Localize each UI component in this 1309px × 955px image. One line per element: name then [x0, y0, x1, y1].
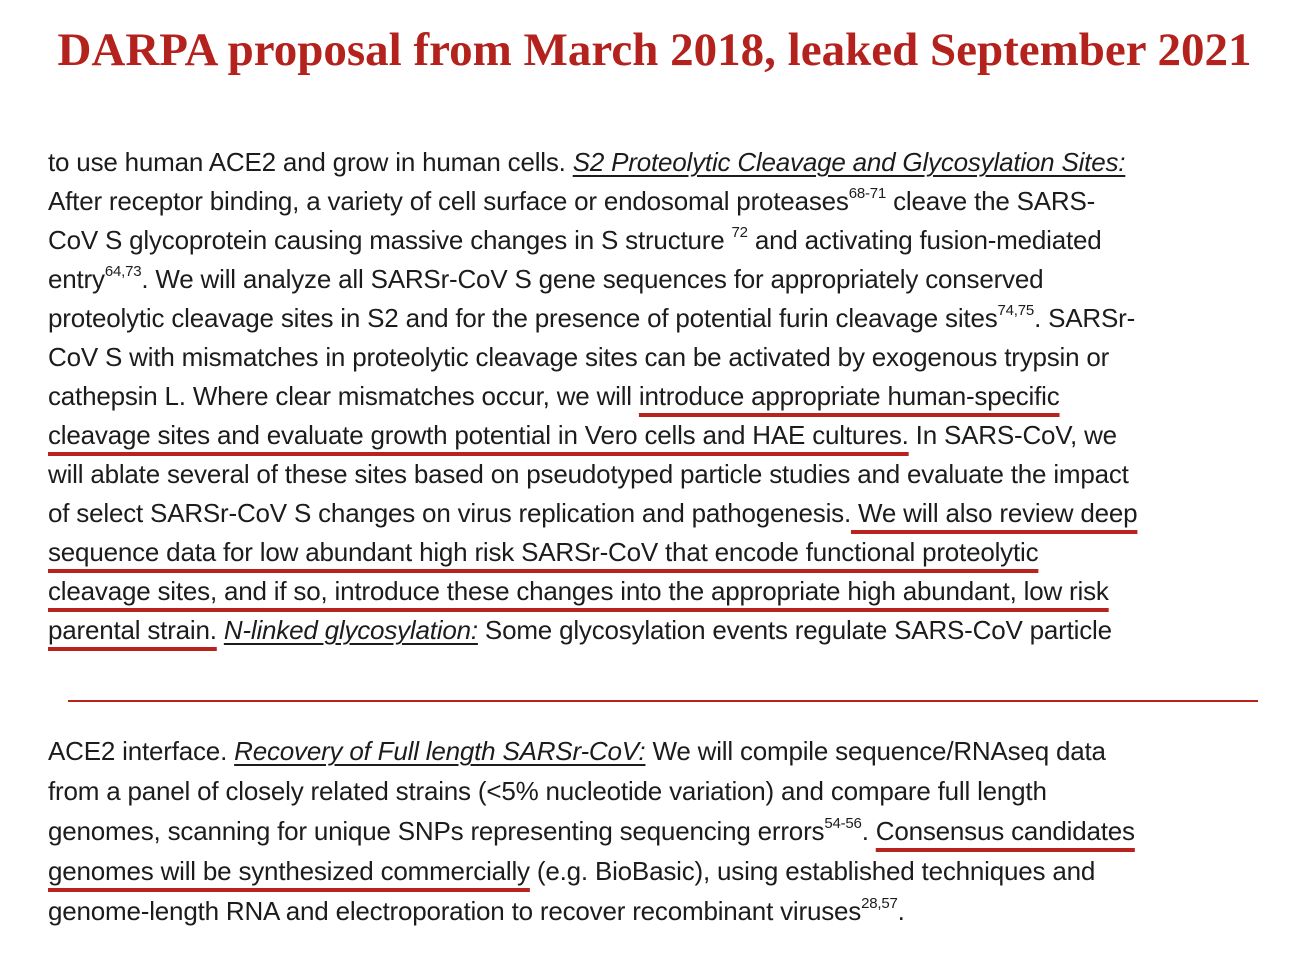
text-span: and activating fusion-mediated — [747, 225, 1102, 255]
text-span: genomes, scanning for unique SNPs representing sequencing errors — [48, 816, 825, 846]
highlighted-phrase: cleavage sites and evaluate growth potential in Vero cells and HAE cultures. — [48, 420, 909, 450]
text-span: cleave the SARS- — [886, 186, 1096, 216]
text-span: Some glycosylation events regulate SARS-CoV particle — [477, 615, 1112, 645]
citation-ref: 68-71 — [848, 185, 887, 203]
text-line: will ablate several of these sites based on pseudotyped particle studies and evaluate the impact — [48, 459, 1129, 489]
text-line: CoV S with mismatches in proteolytic cleavage sites can be activated by exogenous trypsin or — [48, 342, 1110, 372]
text-line — [48, 533, 1288, 572]
text-span: to use human ACE2 and grow in human cells. — [48, 147, 573, 177]
text-line — [48, 611, 1288, 650]
text-span: cathepsin L. Where clear mismatches occur, we will — [48, 381, 639, 411]
text-span: (e.g. BioBasic), using established techniques and — [529, 856, 1096, 886]
text-line — [48, 891, 1288, 931]
text-span: entry — [48, 264, 105, 294]
text-line: from a panel of closely related strains (<5% nucleotide variation) and compare full length — [48, 776, 1047, 806]
text-line — [48, 416, 1288, 455]
highlighted-phrase: We will also review deep — [850, 498, 1138, 528]
citation-ref: 64,73 — [104, 263, 142, 281]
citation-ref: 28,57 — [861, 895, 898, 913]
text-span: . We will analyze all SARSr-CoV S gene sequences for appropriately conserved — [141, 264, 1044, 294]
text-span: In SARS-CoV, we — [908, 420, 1117, 450]
highlighted-phrase: genomes will be synthesized commercially — [48, 856, 530, 886]
text-line — [48, 299, 1288, 338]
proposal-excerpt-1 — [48, 143, 1288, 650]
text-span: . — [897, 896, 905, 926]
section-heading-glycosylation: N-linked glycosylation: — [223, 615, 478, 645]
highlighted-phrase: introduce appropriate human-specific — [638, 381, 1060, 411]
text-line — [48, 494, 1288, 533]
text-line — [48, 572, 1288, 611]
text-span — [217, 615, 224, 645]
text-span: genome-length RNA and electroporation to recover recombinant viruses — [48, 896, 862, 926]
text-line — [48, 811, 1288, 851]
proposal-excerpt-2 — [48, 731, 1288, 931]
text-line — [48, 182, 1288, 221]
section-divider — [68, 700, 1258, 702]
text-span: We will compile sequence/RNAseq data — [645, 736, 1106, 766]
text-line — [48, 731, 1288, 771]
text-line — [48, 260, 1288, 299]
headline: DARPA proposal from March 2018, leaked September 2021 — [57, 24, 1252, 76]
text-span: . — [861, 816, 876, 846]
text-span: . SARSr- — [1034, 303, 1136, 333]
highlighted-phrase: cleavage sites, and if so, introduce these changes into the appropriate high abundant, low risk — [48, 576, 1109, 606]
text-span: ACE2 interface. — [48, 736, 235, 766]
highlighted-phrase: Consensus candidates — [875, 816, 1135, 846]
text-line — [48, 221, 1288, 260]
highlighted-phrase: sequence data for low abundant high risk SARSr-CoV that encode functional proteolytic — [48, 537, 1039, 567]
text-span: of select SARSr-CoV S changes on virus replication and pathogenesis. — [48, 498, 851, 528]
highlighted-phrase: parental strain. — [48, 615, 217, 645]
citation-ref: 74,75 — [997, 302, 1035, 320]
section-heading-s2: S2 Proteolytic Cleavage and Glycosylation Sites: — [572, 147, 1126, 177]
text-line — [48, 143, 1288, 182]
section-heading-recovery: Recovery of Full length SARSr-CoV: — [234, 736, 646, 766]
citation-ref: 54-56 — [824, 815, 862, 833]
text-span: After receptor binding, a variety of cell surface or endosomal proteases — [48, 186, 849, 216]
citation-ref: 72 — [731, 224, 748, 242]
text-line — [48, 851, 1288, 891]
text-line — [48, 377, 1288, 416]
text-span: CoV S glycoprotein causing massive changes in S structure — [48, 225, 732, 255]
text-span: proteolytic cleavage sites in S2 and for the presence of potential furin cleavage sites — [48, 303, 998, 333]
